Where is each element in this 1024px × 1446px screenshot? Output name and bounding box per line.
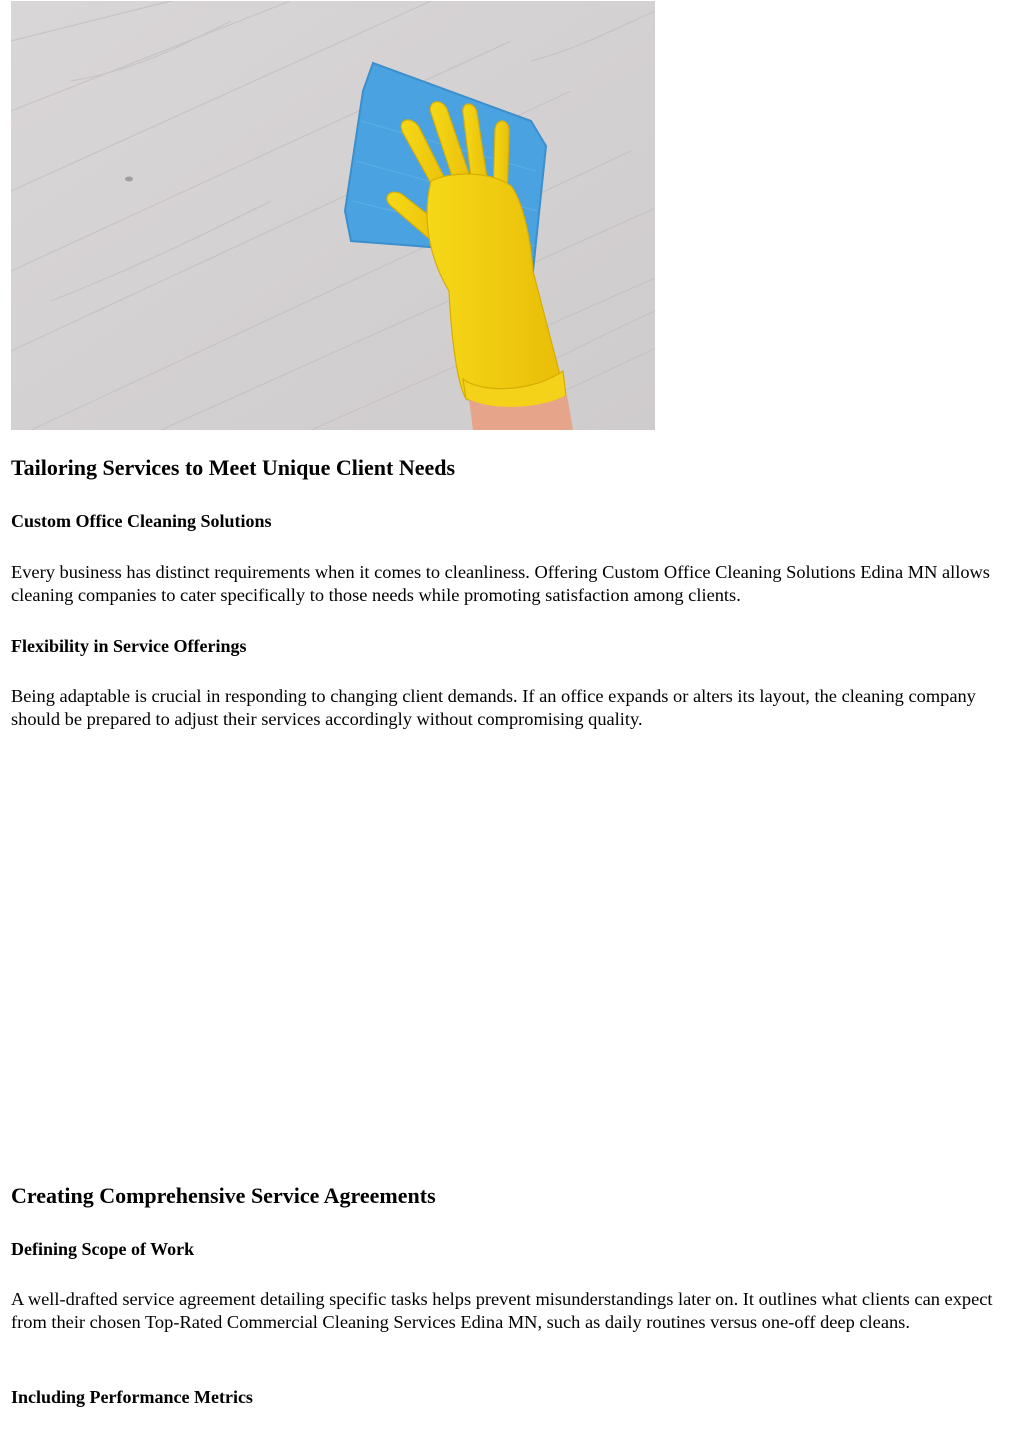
section-title: Creating Comprehensive Service Agreements <box>11 1183 436 1208</box>
subsection-heading: Defining Scope of Work <box>11 1239 195 1259</box>
subsection-heading: Custom Office Cleaning Solutions <box>11 511 272 531</box>
section-title: Tailoring Services to Meet Unique Client Needs <box>11 455 456 480</box>
paragraph: Every business has distinct requirements when it comes to cleanliness. Offering Custom Office Cleaning Solutions Edina MN allows cleaning companies to cater specifically to those needs while promoting satisfaction among clients. <box>11 562 990 605</box>
paragraph: Being adaptable is crucial in responding to changing client demands. If an office expands or alters its layout, the cleaning company should be prepared to adjust their services accordingly without compromising quality. <box>11 686 976 729</box>
subsection-heading: Flexibility in Service Offerings <box>11 636 247 656</box>
gloved-hand-cleaning-icon <box>11 1 655 430</box>
subsection-heading: Including Performance Metrics <box>11 1387 253 1407</box>
hero-image <box>11 1 655 430</box>
paragraph: A well-drafted service agreement detailing specific tasks helps prevent misunderstandings later on. It outlines what clients can expect from their chosen Top-Rated Commercial Cleaning Services Edina MN, such as daily routines versus one-off deep cleans. <box>11 1289 993 1332</box>
